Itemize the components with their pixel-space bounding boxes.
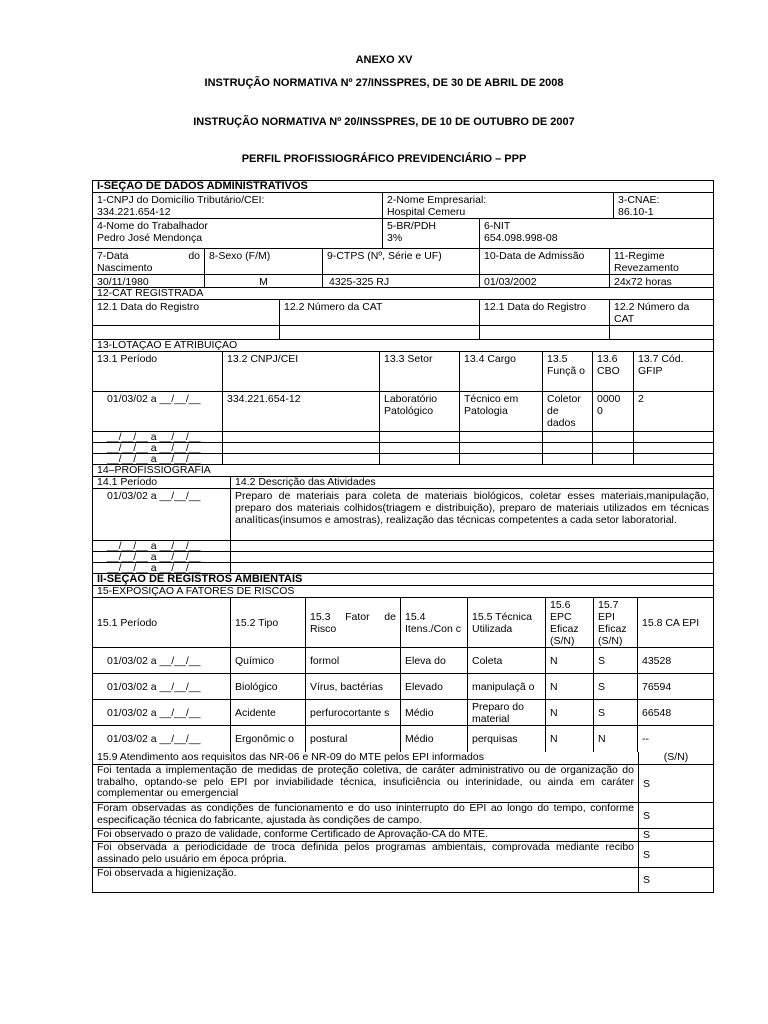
nr-requirement-sn: S (643, 777, 651, 790)
exp-periodo-label: 15.1 Período (93, 598, 231, 647)
exposicao-row (93, 674, 713, 700)
lotacao-row-3 (93, 443, 713, 454)
nascimento-label-b: do (188, 250, 200, 262)
in27-title: INSTRUÇÃO NORMATIVA Nº 27/INSSPRES, DE 30 DE ABRIL DE 2008 (204, 77, 564, 89)
lotacao-periodo-1: 01/03/02 a __/__/__ (93, 392, 223, 431)
exp-tecnica: Coleta (468, 648, 546, 673)
prof-desc-empty (231, 552, 713, 562)
lotacao-empty (634, 443, 713, 453)
exp-fator-c: de (384, 610, 396, 623)
exp-epi: S (594, 700, 638, 725)
exp-periodo: 01/03/02 a __/__/__ (93, 674, 231, 699)
lotacao-cbo-1: 0000 0 (593, 392, 634, 431)
admin-section-header (93, 181, 713, 193)
lotacao-row-4 (93, 454, 713, 465)
trabalhador-value: Pedro José Mendonça (97, 232, 203, 244)
nr-requirement-text: Foi tentada a implementação de medidas de proteção coletiva, de caráter administrativo ou de organização do trabalho, optando-se pelo EPI por inviabilidade técnica, insuficiência ou interinidade, ou ainda em caráter complementar ou emergencial (93, 765, 639, 802)
lotacao-setor-1: Laboratório Patológico (380, 392, 460, 431)
prof-periodo-1: 01/03/02 a __/__/__ (93, 489, 231, 540)
exp-itens-label: 15.4 Itens./Con c (401, 598, 468, 647)
nr-row (93, 868, 713, 892)
exposicao-header-row (93, 598, 713, 648)
prof-desc-empty (231, 563, 713, 573)
ppp-title: PERFIL PROFISSIOGRÁFICO PREVIDENCIÁRIO – PPP (241, 153, 527, 165)
cnae-cell (614, 193, 713, 218)
lotacao-empty (380, 454, 460, 464)
cat-data-registro-value (93, 326, 280, 339)
cat-title: 12-CAT REGISTRADA (97, 288, 204, 299)
nr-requirement-sn: S (643, 874, 651, 886)
lotacao-empty (223, 454, 380, 464)
nascimento-label-c: Nascimento (97, 262, 153, 274)
lotacao-title: 13-LOTAÇÃO E ATRIBUIÇÃO (97, 340, 238, 351)
exp-tipo: Químico (231, 648, 306, 673)
prof-row-1 (93, 489, 713, 541)
lotacao-title-row (93, 340, 713, 352)
exp-fator-b: Fator (345, 610, 370, 623)
exp-fator: formol (306, 648, 401, 673)
admissao-label: 10-Data de Admissão (480, 249, 610, 274)
cnpj-label: 1-CNPJ do Domicílio Tributário/CEI: (97, 194, 265, 206)
nascimento-label-cell (93, 249, 205, 274)
ctps-label: 9-CTPS (Nº, Série e UF) (323, 249, 480, 274)
nr-sn-label: (S/N) (663, 752, 689, 763)
exp-ca: 66548 (642, 706, 672, 719)
cat-data-registro-label-2: 12.1 Data do Registro (480, 300, 610, 325)
exp-periodo: 01/03/02 a __/__/__ (93, 648, 231, 673)
cat-value-row (93, 326, 713, 340)
empresa-label: 2-Nome Empresarial: (387, 194, 487, 206)
cat-numero-label: 12.2 Número da CAT (280, 300, 480, 325)
nr-requirement-text: Foi observada a higienização. (93, 868, 639, 892)
regime-label: 11-Regime Revezamento (614, 250, 679, 274)
exp-itens: Elevado (401, 674, 468, 699)
lotacao-empty (380, 443, 460, 453)
lotacao-empty (460, 443, 543, 453)
exp-tipo: Ergonômic o (231, 726, 306, 752)
nr-requirement-text: Foi observado o prazo de validade, conforme Certificado de Aprovação-CA do MTE. (93, 829, 639, 841)
ambient-section-title: II-SEÇÃO DE REGISTROS AMBIENTAIS (97, 574, 303, 585)
lotacao-cbo-label: 13.6 CBO (593, 352, 634, 391)
exposicao-row (93, 700, 713, 726)
cat-header-row (93, 300, 713, 326)
exp-ca: -- (642, 733, 649, 745)
cnae-label: 3-CNAE: (618, 194, 660, 206)
sexo-value: M (205, 275, 323, 287)
lotacao-empty (223, 432, 380, 442)
lotacao-empty (460, 454, 543, 464)
exp-itens: Eleva do (401, 648, 468, 673)
br-cell (383, 219, 480, 248)
exp-fator-a: 15.3 (310, 610, 331, 623)
exposicao-title-row (93, 586, 713, 598)
nr-requirement-sn: S (643, 829, 651, 841)
nit-label: 6-NIT (484, 220, 511, 232)
nit-cell (480, 219, 713, 248)
exp-epc: N (546, 700, 594, 725)
nascimento-label-a: 7-Data (97, 250, 129, 262)
nr-requirement-text: Foi observada a periodicidade de troca definida pelos programas ambientais, comprovada mediante recibo assinado pelo usuário em época própria. (93, 842, 639, 867)
lotacao-periodo-4: __/__/__ a __/__/__ (93, 454, 223, 464)
admin-row-2 (93, 219, 713, 249)
lotacao-funcao-1: Coletor de dados (543, 392, 593, 431)
exposicao-row (93, 648, 713, 674)
lotacao-periodo-label: 13.1 Período (93, 352, 223, 391)
lotacao-periodo-2: __/__/__ a __/__/__ (93, 432, 223, 442)
exposicao-row (93, 726, 713, 752)
exp-tipo: Acidente (231, 700, 306, 725)
exp-fator: postural (306, 726, 401, 752)
admin-section-title: I-SEÇÃO DE DADOS ADMINISTRATIVOS (97, 181, 308, 192)
cat-numero-label-2: 12.2 Número da CAT (614, 301, 693, 325)
ppp-form (92, 180, 714, 893)
lotacao-empty (593, 443, 634, 453)
prof-periodo-2: __/__/__ a __/__/__ (93, 541, 231, 551)
lotacao-empty (593, 454, 634, 464)
lotacao-empty (460, 432, 543, 442)
prof-periodo-3: __/__/__ a __/__/__ (93, 552, 231, 562)
lotacao-empty (543, 432, 593, 442)
prof-desc-1: Preparo de materiais para coleta de materiais biológicos, coletar esses materiais,manipulação, preparo dos materiais colhidos(triagem e distribuição), preparo de materiais utilizados em técnicas analíticas(insumos e amostras), realização das técnicas competentes a cada setor laboratorial. (235, 490, 709, 526)
exp-fator-d: Risco (310, 622, 337, 635)
cat-data-registro-label: 12.1 Data do Registro (93, 300, 280, 325)
cnae-value: 86.10-1 (618, 206, 654, 218)
exp-epi: S (594, 674, 638, 699)
nr-title: 15.9 Atendimento aos requisitos das NR-06 e NR-09 do MTE pelos EPI informados (93, 752, 639, 764)
lotacao-cnpj-label: 13.2 CNPJ/CEI (223, 352, 380, 391)
exp-tipo: Biológico (231, 674, 306, 699)
prof-header-row (93, 477, 713, 489)
cnpj-cell (93, 193, 383, 218)
exp-itens: Médio (401, 726, 468, 752)
lotacao-row-1 (93, 392, 713, 432)
sexo-label: 8-Sexo (F/M) (205, 249, 323, 274)
empresa-cell (383, 193, 614, 218)
admin-row-4 (93, 275, 713, 288)
nit-value: 654.098.998-08 (484, 232, 558, 244)
lotacao-funcao-label: 13.5 Funçã o (543, 352, 593, 391)
nr-requirement-text: Foram observadas as condições de funcionamento e do uso ininterrupto do EPI ao longo do tempo, conforme especificação técnica do fabricante, ajustada às condições de campo. (93, 803, 639, 828)
cat-numero-value-2 (610, 326, 713, 339)
exposicao-rows (93, 648, 713, 752)
exp-epc: N (546, 726, 594, 752)
lotacao-gfip-1: 2 (638, 393, 644, 405)
lotacao-empty (543, 443, 593, 453)
br-value: 3% (387, 232, 403, 244)
prof-periodo-4: __/__/__ a __/__/__ (93, 563, 231, 573)
lotacao-setor-label: 13.3 Setor (380, 352, 460, 391)
lotacao-empty (543, 454, 593, 464)
in20-title: INSTRUÇÃO NORMATIVA Nº 20/INSSPRES, DE 10 DE OUTUBRO DE 2007 (193, 116, 575, 128)
exp-tecnica-label: 15.5 Técnica Utilizada (468, 598, 546, 647)
cnpj-value: 334.221.654-12 (97, 206, 171, 218)
exp-periodo: 01/03/02 a __/__/__ (93, 726, 231, 752)
prof-periodo-label: 14.1 Período (93, 477, 231, 488)
br-label: 5-BR/PDH (387, 220, 437, 232)
exp-ca: 43528 (642, 654, 672, 667)
exp-fator-cell (306, 598, 401, 647)
exp-periodo: 01/03/02 a __/__/__ (93, 700, 231, 725)
nr-rows (93, 765, 713, 892)
lotacao-row-2 (93, 432, 713, 443)
lotacao-cargo-1: Técnico em Patologia (460, 392, 543, 431)
prof-row-4 (93, 563, 713, 574)
cat-data-registro-value-2 (480, 326, 610, 339)
exp-tecnica: perquisas (468, 726, 546, 752)
prof-row-3 (93, 552, 713, 563)
exp-tipo-label: 15.2 Tipo (231, 598, 306, 647)
exp-fator: Vírus, bactérias (306, 674, 401, 699)
exp-itens: Médio (401, 700, 468, 725)
lotacao-empty (593, 432, 634, 442)
nr-row (93, 803, 713, 829)
admissao-value: 01/03/2002 (480, 275, 610, 287)
lotacao-empty (380, 432, 460, 442)
nr-row (93, 765, 713, 803)
prof-desc-empty (231, 541, 713, 551)
annex-title: ANEXO XV (355, 54, 413, 66)
ambient-section-header (93, 574, 713, 586)
nr-row (93, 842, 713, 868)
cat-title-row (93, 288, 713, 300)
exp-epc-label: 15.6 EPC Eficaz (S/N) (546, 598, 594, 647)
exposicao-title: 15-EXPOSIÇÃO A FATORES DE RISCOS (97, 586, 295, 597)
prof-title-row (93, 465, 713, 477)
exp-tecnica: manipulaçã o (468, 674, 546, 699)
nr-row (93, 829, 713, 842)
nr-requirement-sn: S (643, 809, 651, 822)
admin-row-3 (93, 249, 713, 275)
exp-epi: S (594, 648, 638, 673)
lotacao-empty (223, 443, 380, 453)
nr-title-row (93, 752, 713, 765)
exp-tecnica: Preparo do material (468, 700, 546, 725)
exp-epc: N (546, 648, 594, 673)
exp-epi-label: 15.7 EPI Eficaz (S/N) (594, 598, 638, 647)
exp-fator: perfurocortante s (306, 700, 401, 725)
lotacao-empty (634, 454, 713, 464)
prof-desc-label: 14.2 Descrição das Atividades (235, 477, 376, 488)
cat-numero-value (280, 326, 480, 339)
regime-value: 24x72 horas (614, 276, 672, 287)
trabalhador-cell (93, 219, 383, 248)
ctps-value: 4325-325 RJ (323, 275, 480, 287)
exp-ca: 76594 (642, 680, 672, 693)
trabalhador-label: 4-Nome do Trabalhador (97, 220, 208, 232)
exp-ca-label: 15.8 CA EPI (642, 616, 700, 629)
exp-epc: N (546, 674, 594, 699)
lotacao-header-row (93, 352, 713, 392)
exp-epi: N (594, 726, 638, 752)
prof-row-2 (93, 541, 713, 552)
prof-title: 14–PROFISSIOGRAFIA (97, 465, 211, 476)
lotacao-periodo-3: __/__/__ a __/__/__ (93, 443, 223, 453)
nascimento-value: 30/11/1980 (93, 275, 205, 287)
lotacao-empty (634, 432, 713, 442)
lotacao-cnpj-1: 334.221.654-12 (223, 392, 380, 431)
admin-row-1 (93, 193, 713, 219)
lotacao-cargo-label: 13.4 Cargo (460, 352, 543, 391)
lotacao-gfip-label: 13.7 Cód. GFIP (638, 353, 687, 377)
empresa-value: Hospital Cemeru (387, 206, 466, 218)
nr-requirement-sn: S (643, 848, 651, 861)
